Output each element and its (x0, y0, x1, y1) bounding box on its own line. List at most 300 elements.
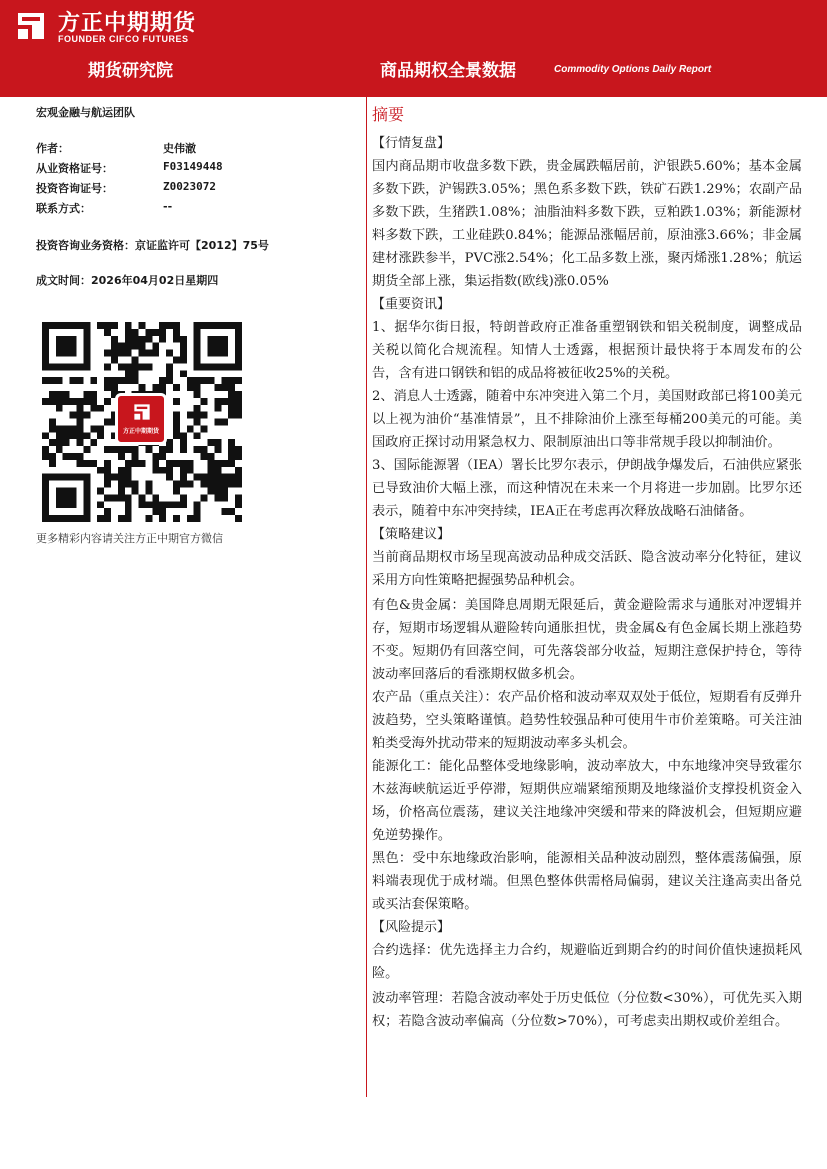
qr-module (125, 515, 132, 522)
qr-module (152, 350, 159, 357)
qr-module (76, 322, 83, 329)
qr-module (63, 425, 70, 432)
qr-module (42, 432, 49, 439)
qr-module (145, 501, 152, 508)
qr-module (194, 446, 201, 453)
qr-module (49, 391, 56, 398)
qr-module (118, 515, 125, 522)
market-review-heading: 【行情复盘】 (372, 136, 451, 151)
qr-module (70, 363, 77, 370)
qr-module (83, 322, 90, 329)
qr-module (42, 350, 49, 357)
qr-module (173, 501, 180, 508)
qr-module (173, 460, 180, 467)
qr-module (145, 481, 152, 488)
contact-label: 联系方式： (36, 202, 91, 215)
qr-module (235, 363, 242, 370)
qr-module (104, 474, 111, 481)
qr-module (56, 432, 63, 439)
qr-module (70, 488, 77, 495)
qr-module (221, 350, 228, 357)
qr-module (180, 467, 187, 474)
qr-module (104, 419, 111, 426)
qr-module (42, 398, 49, 405)
qr-module (42, 336, 49, 343)
qr-module (235, 391, 242, 398)
qr-module (111, 384, 118, 391)
logo-chinese-name: 方正中期期货 (58, 11, 197, 36)
qr-module (194, 322, 201, 329)
qr-module (201, 425, 208, 432)
business-license: 投资咨询业务资格：京证监许可【2012】75号 (36, 239, 269, 252)
qr-module (152, 501, 159, 508)
qr-module (145, 488, 152, 495)
qr-module (97, 501, 104, 508)
qr-module (228, 474, 235, 481)
qr-module (139, 384, 146, 391)
qr-module (104, 377, 111, 384)
qr-module (56, 405, 63, 412)
qr-module (132, 488, 139, 495)
qr-module (221, 363, 228, 370)
qr-module (118, 488, 125, 495)
qr-module (235, 446, 242, 453)
qr-module (90, 398, 97, 405)
qr-module (83, 343, 90, 350)
qr-module (97, 488, 104, 495)
qr-module (83, 412, 90, 419)
qr-module (125, 501, 132, 508)
qr-module (194, 356, 201, 363)
qr-module (180, 343, 187, 350)
qr-module (152, 494, 159, 501)
summary-title: 摘要 (372, 105, 405, 124)
report-title-english: Commodity Options Daily Report (554, 64, 712, 75)
qr-module (173, 432, 180, 439)
qr-module (235, 398, 242, 405)
qr-module (214, 488, 221, 495)
qr-module (125, 377, 132, 384)
qr-module (139, 343, 146, 350)
qr-module (63, 453, 70, 460)
qr-module (132, 481, 139, 488)
report-header (0, 0, 827, 97)
qr-module (70, 494, 77, 501)
qr-module (111, 350, 118, 357)
qr-module (49, 377, 56, 384)
qr-module (139, 460, 146, 467)
qr-module (228, 384, 235, 391)
qr-module (166, 439, 173, 446)
qr-module (63, 488, 70, 495)
qr-module (42, 343, 49, 350)
qr-module (125, 343, 132, 350)
qr-module (194, 419, 201, 426)
contact-row (36, 200, 173, 216)
qr-module (159, 322, 166, 329)
qr-module (201, 494, 208, 501)
qr-module (228, 398, 235, 405)
qr-module (235, 494, 242, 501)
qr-module (201, 363, 208, 370)
qr-module (228, 363, 235, 370)
qr-module (221, 343, 228, 350)
qr-module (49, 419, 56, 426)
qr-module (70, 343, 77, 350)
qr-module (132, 370, 139, 377)
qr-module (201, 453, 208, 460)
qr-module (152, 467, 159, 474)
qr-module (214, 446, 221, 453)
qr-module (132, 446, 139, 453)
qr-module (76, 515, 83, 522)
founder-logo-icon (14, 9, 48, 43)
qr-module (180, 501, 187, 508)
qr-module (104, 481, 111, 488)
qr-module (152, 453, 159, 460)
qr-module (56, 398, 63, 405)
qr-module (70, 432, 77, 439)
qr-module (159, 515, 166, 522)
qr-module (56, 515, 63, 522)
qr-module (42, 446, 49, 453)
founder-logo-icon (132, 402, 152, 422)
qr-module (42, 494, 49, 501)
qr-module (221, 377, 228, 384)
qr-module (63, 432, 70, 439)
qr-module (70, 515, 77, 522)
qr-module (76, 439, 83, 446)
qr-module (125, 467, 132, 474)
qr-module (214, 363, 221, 370)
qr-module (118, 350, 125, 357)
qr-module (139, 336, 146, 343)
qr-module (125, 446, 132, 453)
qr-module (111, 474, 118, 481)
qr-module (111, 377, 118, 384)
qr-module (173, 398, 180, 405)
qr-module (208, 377, 215, 384)
qr-module (228, 391, 235, 398)
qr-module (63, 494, 70, 501)
qr-module (214, 439, 221, 446)
qr-module (173, 419, 180, 426)
qr-module (235, 453, 242, 460)
qr-module (118, 474, 125, 481)
qr-module (97, 405, 104, 412)
qr-module (159, 508, 166, 515)
qr-module (214, 336, 221, 343)
qr-module (83, 432, 90, 439)
qr-module (104, 363, 111, 370)
qr-module (104, 446, 111, 453)
qr-module (201, 322, 208, 329)
qr-module (90, 377, 97, 384)
qr-module (49, 398, 56, 405)
qr-module (63, 474, 70, 481)
qr-module (194, 363, 201, 370)
qr-module (214, 419, 221, 426)
qr-module (235, 501, 242, 508)
qr-module (70, 398, 77, 405)
risk-heading: 【风险提示】 (372, 920, 451, 935)
qr-module (125, 363, 132, 370)
qr-module (194, 391, 201, 398)
qr-module (97, 515, 104, 522)
qr-module (111, 446, 118, 453)
qr-module (76, 453, 83, 460)
qr-module (166, 363, 173, 370)
qr-module (49, 515, 56, 522)
strategy-item: 当前商品期权市场呈现高波动品种成交活跃、隐含波动率分化特征，建议采用方向性策略把握强势品种机会。 (372, 550, 802, 588)
qr-module (76, 412, 83, 419)
qr-module (42, 481, 49, 488)
qr-module (125, 494, 132, 501)
qr-module (42, 363, 49, 370)
qr-module (228, 460, 235, 467)
qr-module (104, 350, 111, 357)
qr-module (208, 474, 215, 481)
qr-module (221, 322, 228, 329)
qr-module (166, 377, 173, 384)
qr-module (49, 363, 56, 370)
qr-module (208, 439, 215, 446)
qr-module (173, 515, 180, 522)
invest-consult-row (36, 180, 216, 196)
qr-module (83, 488, 90, 495)
qr-module (201, 446, 208, 453)
qr-module (125, 370, 132, 377)
qr-module (173, 412, 180, 419)
qr-module (194, 412, 201, 419)
strategy-item: 农产品（重点关注）：农产品价格和波动率双双处于低位，短期看有反弹升波趋势，空头策略谨慎。趋势性较强品种可使用牛市价差策略。可关注油粕类受海外扰动带来的短期波动率多头机会。 (372, 690, 802, 751)
strategy-item: 黑色：受中东地缘政治影响，能源相关品种波动剧烈，整体震荡偏强，原料端表现优于成材端。但黑色整体供需格局偏弱，建议关注逢高卖出备兑或买沽套保策略。 (372, 851, 802, 912)
qr-module (42, 501, 49, 508)
qr-module (145, 336, 152, 343)
qr-module (83, 460, 90, 467)
qr-module (104, 460, 111, 467)
qr-module (235, 481, 242, 488)
qr-module (166, 350, 173, 357)
qr-module (214, 384, 221, 391)
qr-module (76, 377, 83, 384)
qr-module (56, 391, 63, 398)
qr-module (63, 336, 70, 343)
news-item: 2、消息人士透露，随着中东冲突进入第二个月，美国财政部已将100美元以上视为油价“基准情景”，且不排除油价上涨至每桶200美元的可能。美国政府正探讨动用紧急权力、限制原油出口等非常规手段以抑制油价。 (372, 389, 802, 450)
qr-module (173, 336, 180, 343)
qr-module (228, 453, 235, 460)
qr-module (235, 377, 242, 384)
qr-module (187, 377, 194, 384)
qr-module (214, 343, 221, 350)
qr-module (221, 460, 228, 467)
qr-module (63, 363, 70, 370)
qr-module (228, 322, 235, 329)
qr-module (173, 322, 180, 329)
qr-module (76, 405, 83, 412)
qr-module (235, 405, 242, 412)
qr-module (125, 474, 132, 481)
qr-module (104, 322, 111, 329)
qr-module (194, 329, 201, 336)
qr-module (235, 336, 242, 343)
qr-module (83, 391, 90, 398)
qr-module (70, 377, 77, 384)
qr-module (97, 425, 104, 432)
qr-module (194, 515, 201, 522)
summary-body (372, 132, 802, 1033)
qr-module (228, 377, 235, 384)
qr-module (42, 329, 49, 336)
qr-module (194, 405, 201, 412)
qr-module (214, 460, 221, 467)
qr-module (104, 329, 111, 336)
qr-module (173, 329, 180, 336)
qr-module (194, 343, 201, 350)
qr-module (180, 439, 187, 446)
qr-module (49, 460, 56, 467)
qr-module (180, 336, 187, 343)
qr-module (214, 474, 221, 481)
market-review-text: 国内商品期市收盘多数下跌，贵金属跌幅居前，沪银跌5.60%；基本金属多数下跌，沪锡跌3.05%；黑色系多数下跌，铁矿石跌1.29%；农副产品多数下跌，生猪跌1.08%；油脂油料多数下跌，豆粕跌1.03%；新能源材料多数下跌，工业硅跌0.84%；能源品涨幅居前，原油涨3.66%；非金属建材涨跌参半，PVC涨2.54%；化工品多数上涨，聚丙烯涨1.28%；航运期货全部上涨，集运指数(欧线)涨0.05% (372, 159, 802, 289)
qr-module (228, 439, 235, 446)
qr-module (214, 350, 221, 357)
qr-module (104, 494, 111, 501)
qr-module (214, 481, 221, 488)
qr-module (139, 501, 146, 508)
qr-module (125, 350, 132, 357)
qr-module (152, 329, 159, 336)
qr-module (63, 515, 70, 522)
qr-module (83, 350, 90, 357)
qr-module (63, 398, 70, 405)
qr-module (235, 329, 242, 336)
qr-module (83, 508, 90, 515)
qr-module (132, 343, 139, 350)
qr-module (208, 363, 215, 370)
qr-module (235, 515, 242, 522)
qr-module (125, 322, 132, 329)
qr-module (173, 356, 180, 363)
qr-module (56, 377, 63, 384)
qr-module (180, 356, 187, 363)
qr-module (104, 384, 111, 391)
qr-module (228, 405, 235, 412)
qr-module (159, 377, 166, 384)
qr-module (83, 398, 90, 405)
qr-module (97, 432, 104, 439)
qr-module (70, 322, 77, 329)
qr-module (49, 439, 56, 446)
qr-module (201, 474, 208, 481)
qr-module (180, 446, 187, 453)
qr-module (145, 515, 152, 522)
author-label: 作者： (36, 142, 69, 155)
report-date: 成文时间：2026年04月02日星期四 (36, 274, 219, 287)
qr-module (152, 460, 159, 467)
qr-module (180, 494, 187, 501)
qr-module (83, 515, 90, 522)
qr-module (104, 508, 111, 515)
qr-module (76, 363, 83, 370)
qr-module (132, 336, 139, 343)
qr-module (104, 398, 111, 405)
qr-module (221, 481, 228, 488)
qr-module (56, 474, 63, 481)
qr-module (42, 488, 49, 495)
qr-caption: 更多精彩内容请关注方正中期官方微信 (36, 532, 223, 545)
qr-module (180, 474, 187, 481)
qr-module (187, 481, 194, 488)
qr-module (76, 419, 83, 426)
qr-module (42, 377, 49, 384)
qr-module (187, 425, 194, 432)
qr-module (76, 432, 83, 439)
contact-value: -- (163, 200, 173, 213)
qr-module (132, 377, 139, 384)
qr-module (228, 446, 235, 453)
qr-module (194, 432, 201, 439)
qr-module (42, 322, 49, 329)
qr-module (56, 350, 63, 357)
strategy-item: 能源化工：能化品整体受地缘影响，波动率放大，中东地缘冲突导致霍尔木兹海峡航运近乎停滞，短期供应端紧缩预期及地缘溢价支撑投机资金入场，价格高位震荡，建议关注地缘冲突缓和带来的降波机会，但短期应避免逆势操作。 (372, 759, 802, 843)
qr-module (159, 467, 166, 474)
qr-module (90, 425, 97, 432)
qr-module (145, 446, 152, 453)
qr-module (159, 329, 166, 336)
qr-module (194, 377, 201, 384)
logo-english-name: FOUNDER CIFCO FUTURES (58, 34, 189, 44)
strategy-heading: 【策略建议】 (372, 527, 451, 542)
qr-module (173, 481, 180, 488)
qr-module (97, 322, 104, 329)
qr-module (111, 356, 118, 363)
risk-item: 合约选择：优先选择主力合约，规避临近到期合约的时间价值快速损耗风险。 (372, 943, 802, 981)
qr-module (56, 343, 63, 350)
qr-module (56, 501, 63, 508)
qr-module (56, 425, 63, 432)
qr-module (56, 446, 63, 453)
qr-module (63, 350, 70, 357)
qr-module (70, 425, 77, 432)
qr-module (42, 508, 49, 515)
qr-module (214, 405, 221, 412)
qr-module (76, 425, 83, 432)
qr-module (228, 481, 235, 488)
qr-module (180, 350, 187, 357)
qr-module (76, 398, 83, 405)
qr-module (221, 488, 228, 495)
qr-module (187, 384, 194, 391)
qr-module (166, 474, 173, 481)
qr-module (194, 501, 201, 508)
qr-module (139, 494, 146, 501)
qr-module (56, 488, 63, 495)
qr-module (221, 384, 228, 391)
qr-module (83, 474, 90, 481)
qr-module (152, 384, 159, 391)
qr-module (83, 329, 90, 336)
qr-module (235, 350, 242, 357)
news-item: 1、据华尔街日报，特朗普政府正准备重塑钢铁和铝关税制度，调整成品关税以简化合规流程。知情人士透露，根据预计最快将于本周发布的公告，含有进口钢铁和铝的成品将被征收25%的关税。 (372, 320, 802, 381)
qr-module (194, 384, 201, 391)
team-name: 宏观金融与航运团队 (36, 106, 135, 119)
qr-module (56, 363, 63, 370)
qr-module (56, 322, 63, 329)
qr-module (180, 460, 187, 467)
qr-module (132, 453, 139, 460)
qr-module (63, 439, 70, 446)
